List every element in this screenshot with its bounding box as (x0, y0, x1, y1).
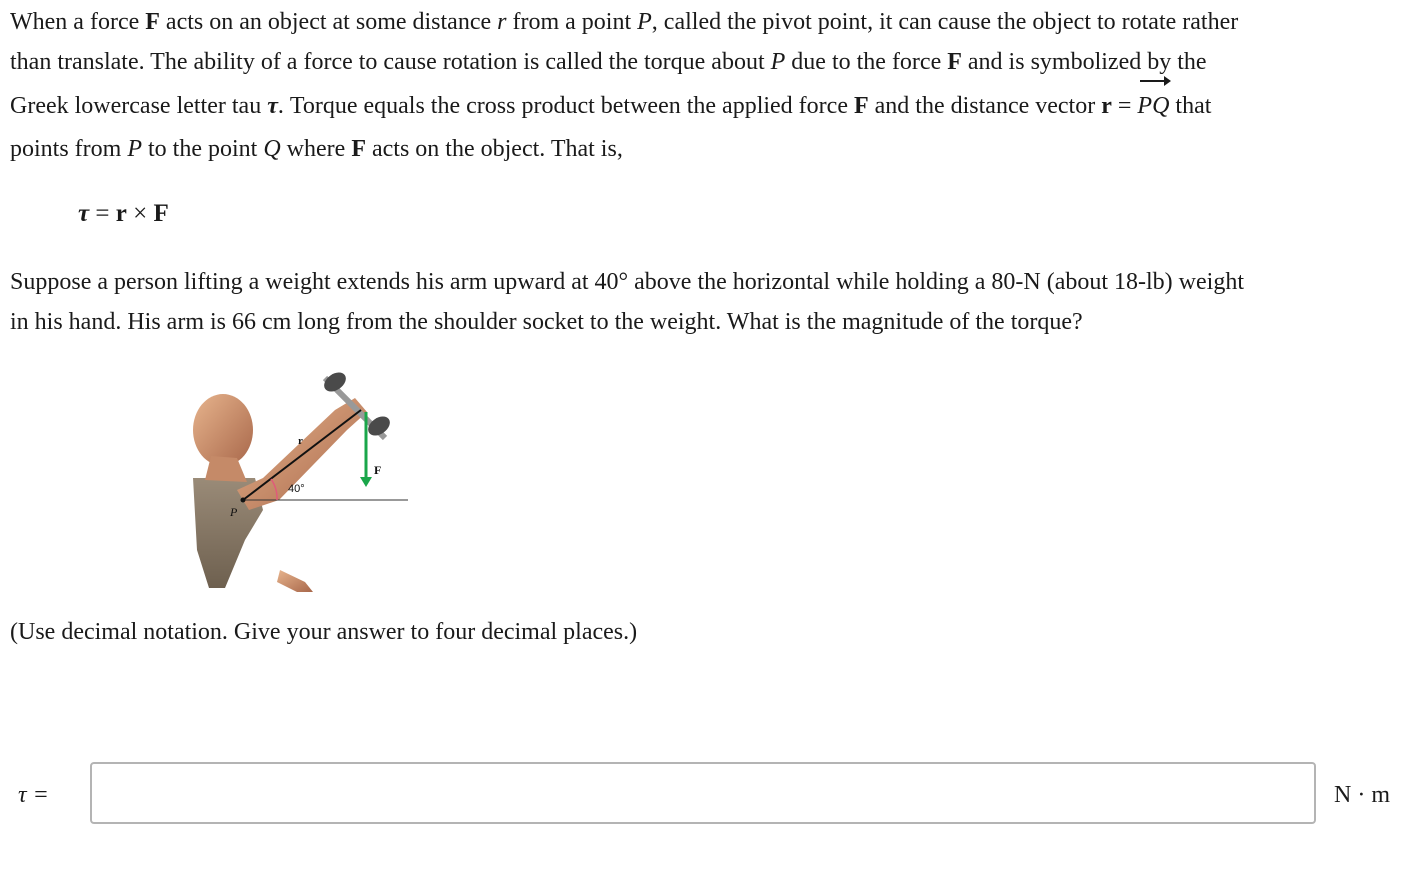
lower-arm (277, 570, 313, 592)
figure-svg (185, 360, 415, 595)
instruction-text: (Use decimal notation. Give your answer to four decimal places.) (10, 619, 638, 645)
torque-formula: τ = r × F (78, 200, 169, 227)
answer-label: τ = (18, 782, 49, 808)
label-r: r (298, 435, 303, 447)
neck (205, 456, 247, 482)
intro-paragraph (10, 2, 1402, 169)
arm-torque-figure (185, 360, 415, 595)
answer-row (0, 760, 1408, 828)
intro-line-2: than translate. The ability of a force to cause rotation is called the torque about P due to the force F and is symbolized by the (10, 49, 1207, 75)
intro-line-4: points from P to the point Q where F acts on the object. That is, (10, 136, 623, 162)
label-F: F (374, 463, 382, 477)
problem-paragraph (10, 262, 1402, 342)
pivot-point (241, 498, 246, 503)
label-angle: 40° (288, 483, 305, 495)
problem-line-1: Suppose a person lifting a weight extends his arm upward at 40° above the horizontal while holding a 80-N (about 18-lb) weight (10, 269, 1244, 295)
force-arrow-head (360, 477, 372, 487)
label-P: P (230, 505, 238, 519)
intro-line-3: Greek lowercase letter tau τ. Torque equals the cross product between the applied force F and the distance vector r = PQ that (10, 82, 1402, 129)
torque-answer-input[interactable] (90, 762, 1316, 824)
unit-label: N · m (1334, 782, 1390, 808)
intro-line-1: When a force F acts on an object at some distance r from a point P, called the pivot point, it can cause the object to rotate rather (10, 9, 1239, 35)
head (193, 394, 253, 466)
problem-line-2: in his hand. His arm is 66 cm long from the shoulder socket to the weight. What is the magnitude of the torque? (10, 309, 1083, 335)
vector-pq: PQ (1137, 84, 1169, 129)
